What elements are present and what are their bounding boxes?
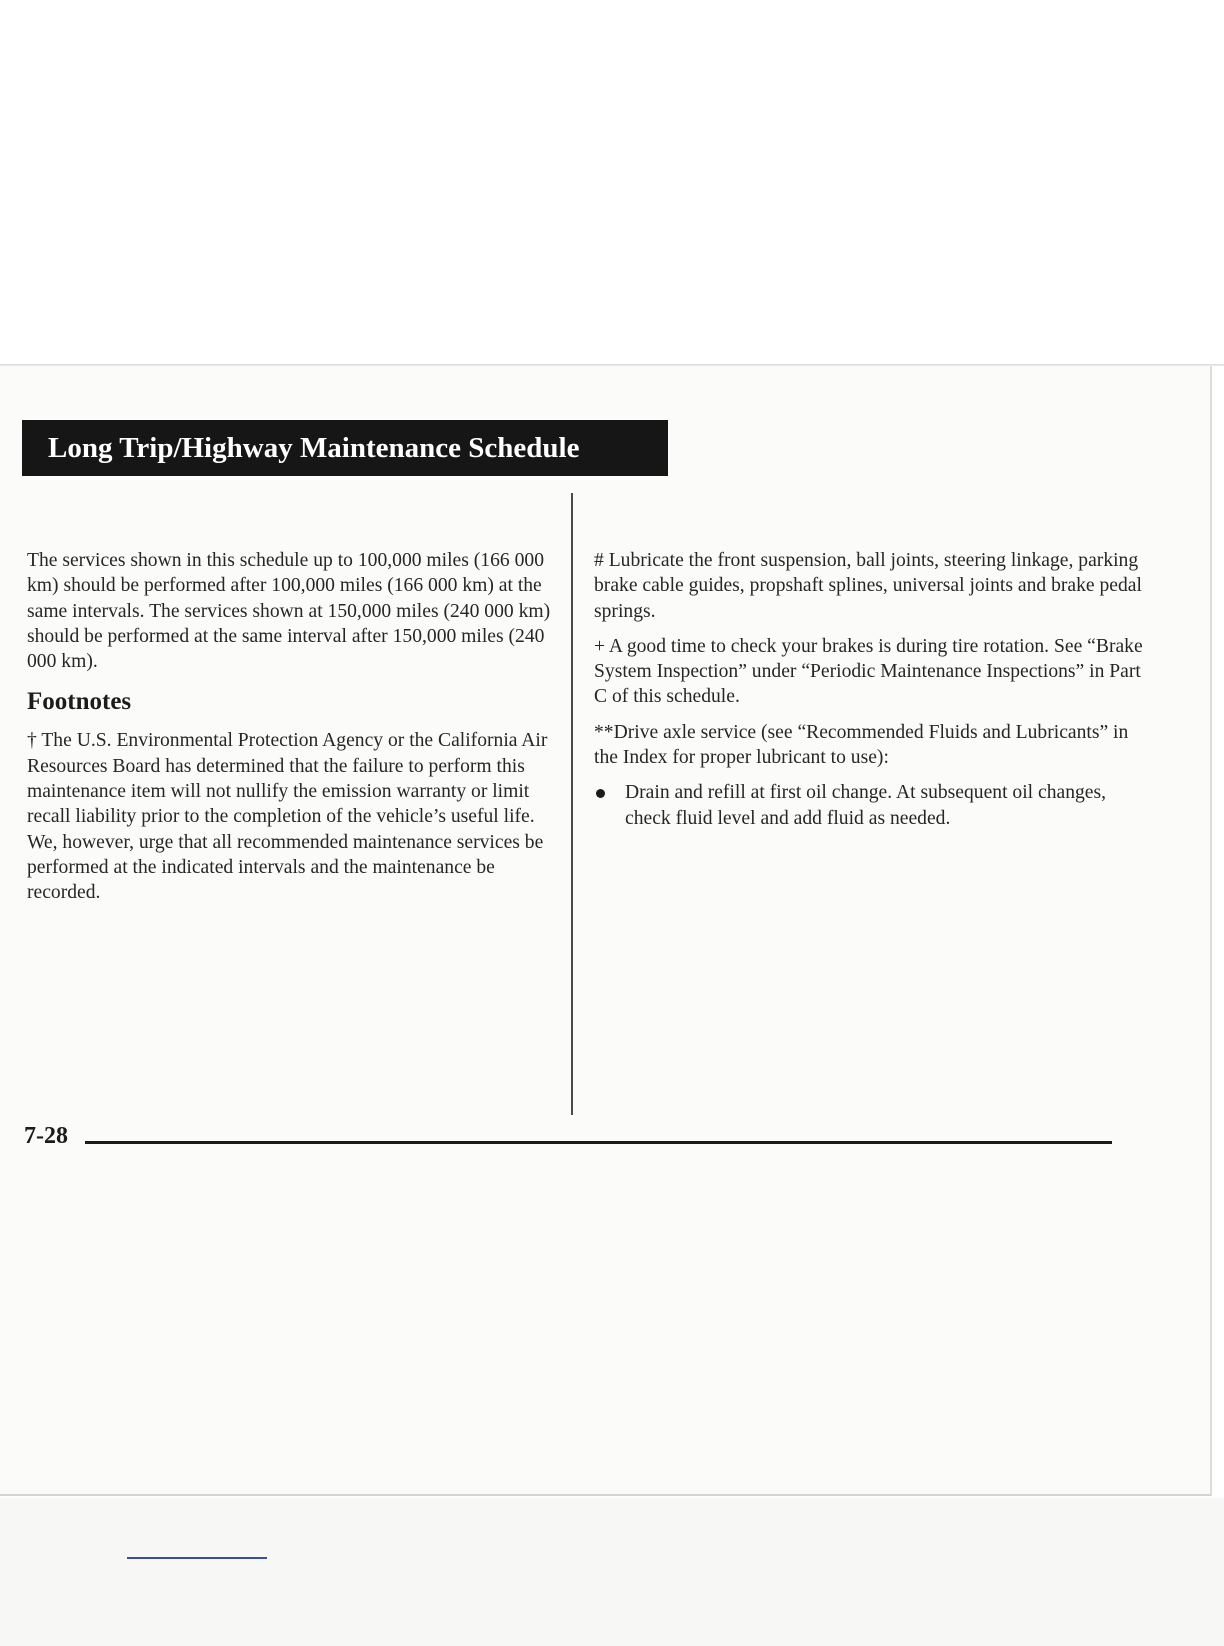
list-item-text: Drain and refill at first oil change. At subsequent oil changes, check fluid level and add fluid as needed.	[625, 782, 1107, 829]
drive-axle-service-list	[594, 780, 1154, 831]
bullet-icon	[596, 789, 605, 798]
scan-lower-margin	[0, 1498, 1224, 1646]
right-column	[594, 548, 1154, 831]
footnote-plus: + A good time to check your brakes is during tire rotation. See “Brake System Inspection” under “Periodic Maintenance Inspections” in Part C of this schedule.	[594, 635, 1143, 708]
column-divider	[571, 493, 573, 1115]
page-title: Long Trip/Highway Maintenance Schedule	[22, 420, 668, 476]
list-item	[594, 780, 1154, 831]
page-number: 7-28	[24, 1123, 68, 1149]
manual-page	[0, 366, 1212, 1496]
page-footer	[24, 1121, 1114, 1155]
footnote-double-star: **Drive axle service (see “Recommended Fluids and Lubricants” in the Index for proper lubricant to use):	[594, 721, 1129, 769]
footnotes-heading: Footnotes	[27, 688, 132, 716]
footer-rule	[85, 1141, 1112, 1144]
intro-paragraph: The services shown in this schedule up to 100,000 miles (166 000 km) should be performed after 100,000 miles (166 000 km) at the same intervals. The services shown at 150,000 miles (240 000 km) should be performed at the same interval after 150,000 miles (240 000 km).	[27, 550, 551, 673]
bottom-underline-mark	[127, 1557, 267, 1559]
left-column	[27, 548, 562, 916]
footnote-hash: # Lubricate the front suspension, ball joints, steering linkage, parking brake cable guides, propshaft splines, universal joints and brake pedal springs.	[594, 550, 1142, 622]
footnote-dagger: † The U.S. Environmental Protection Agency or the California Air Resources Board has determined that the failure to perform this maintenance item will not nullify the emission warranty or limit recall liability prior to the completion of the vehicle’s useful life. We, however, urge that all recommended maintenance services be performed at the indicated intervals and the maintenance be recorded.	[27, 730, 548, 904]
